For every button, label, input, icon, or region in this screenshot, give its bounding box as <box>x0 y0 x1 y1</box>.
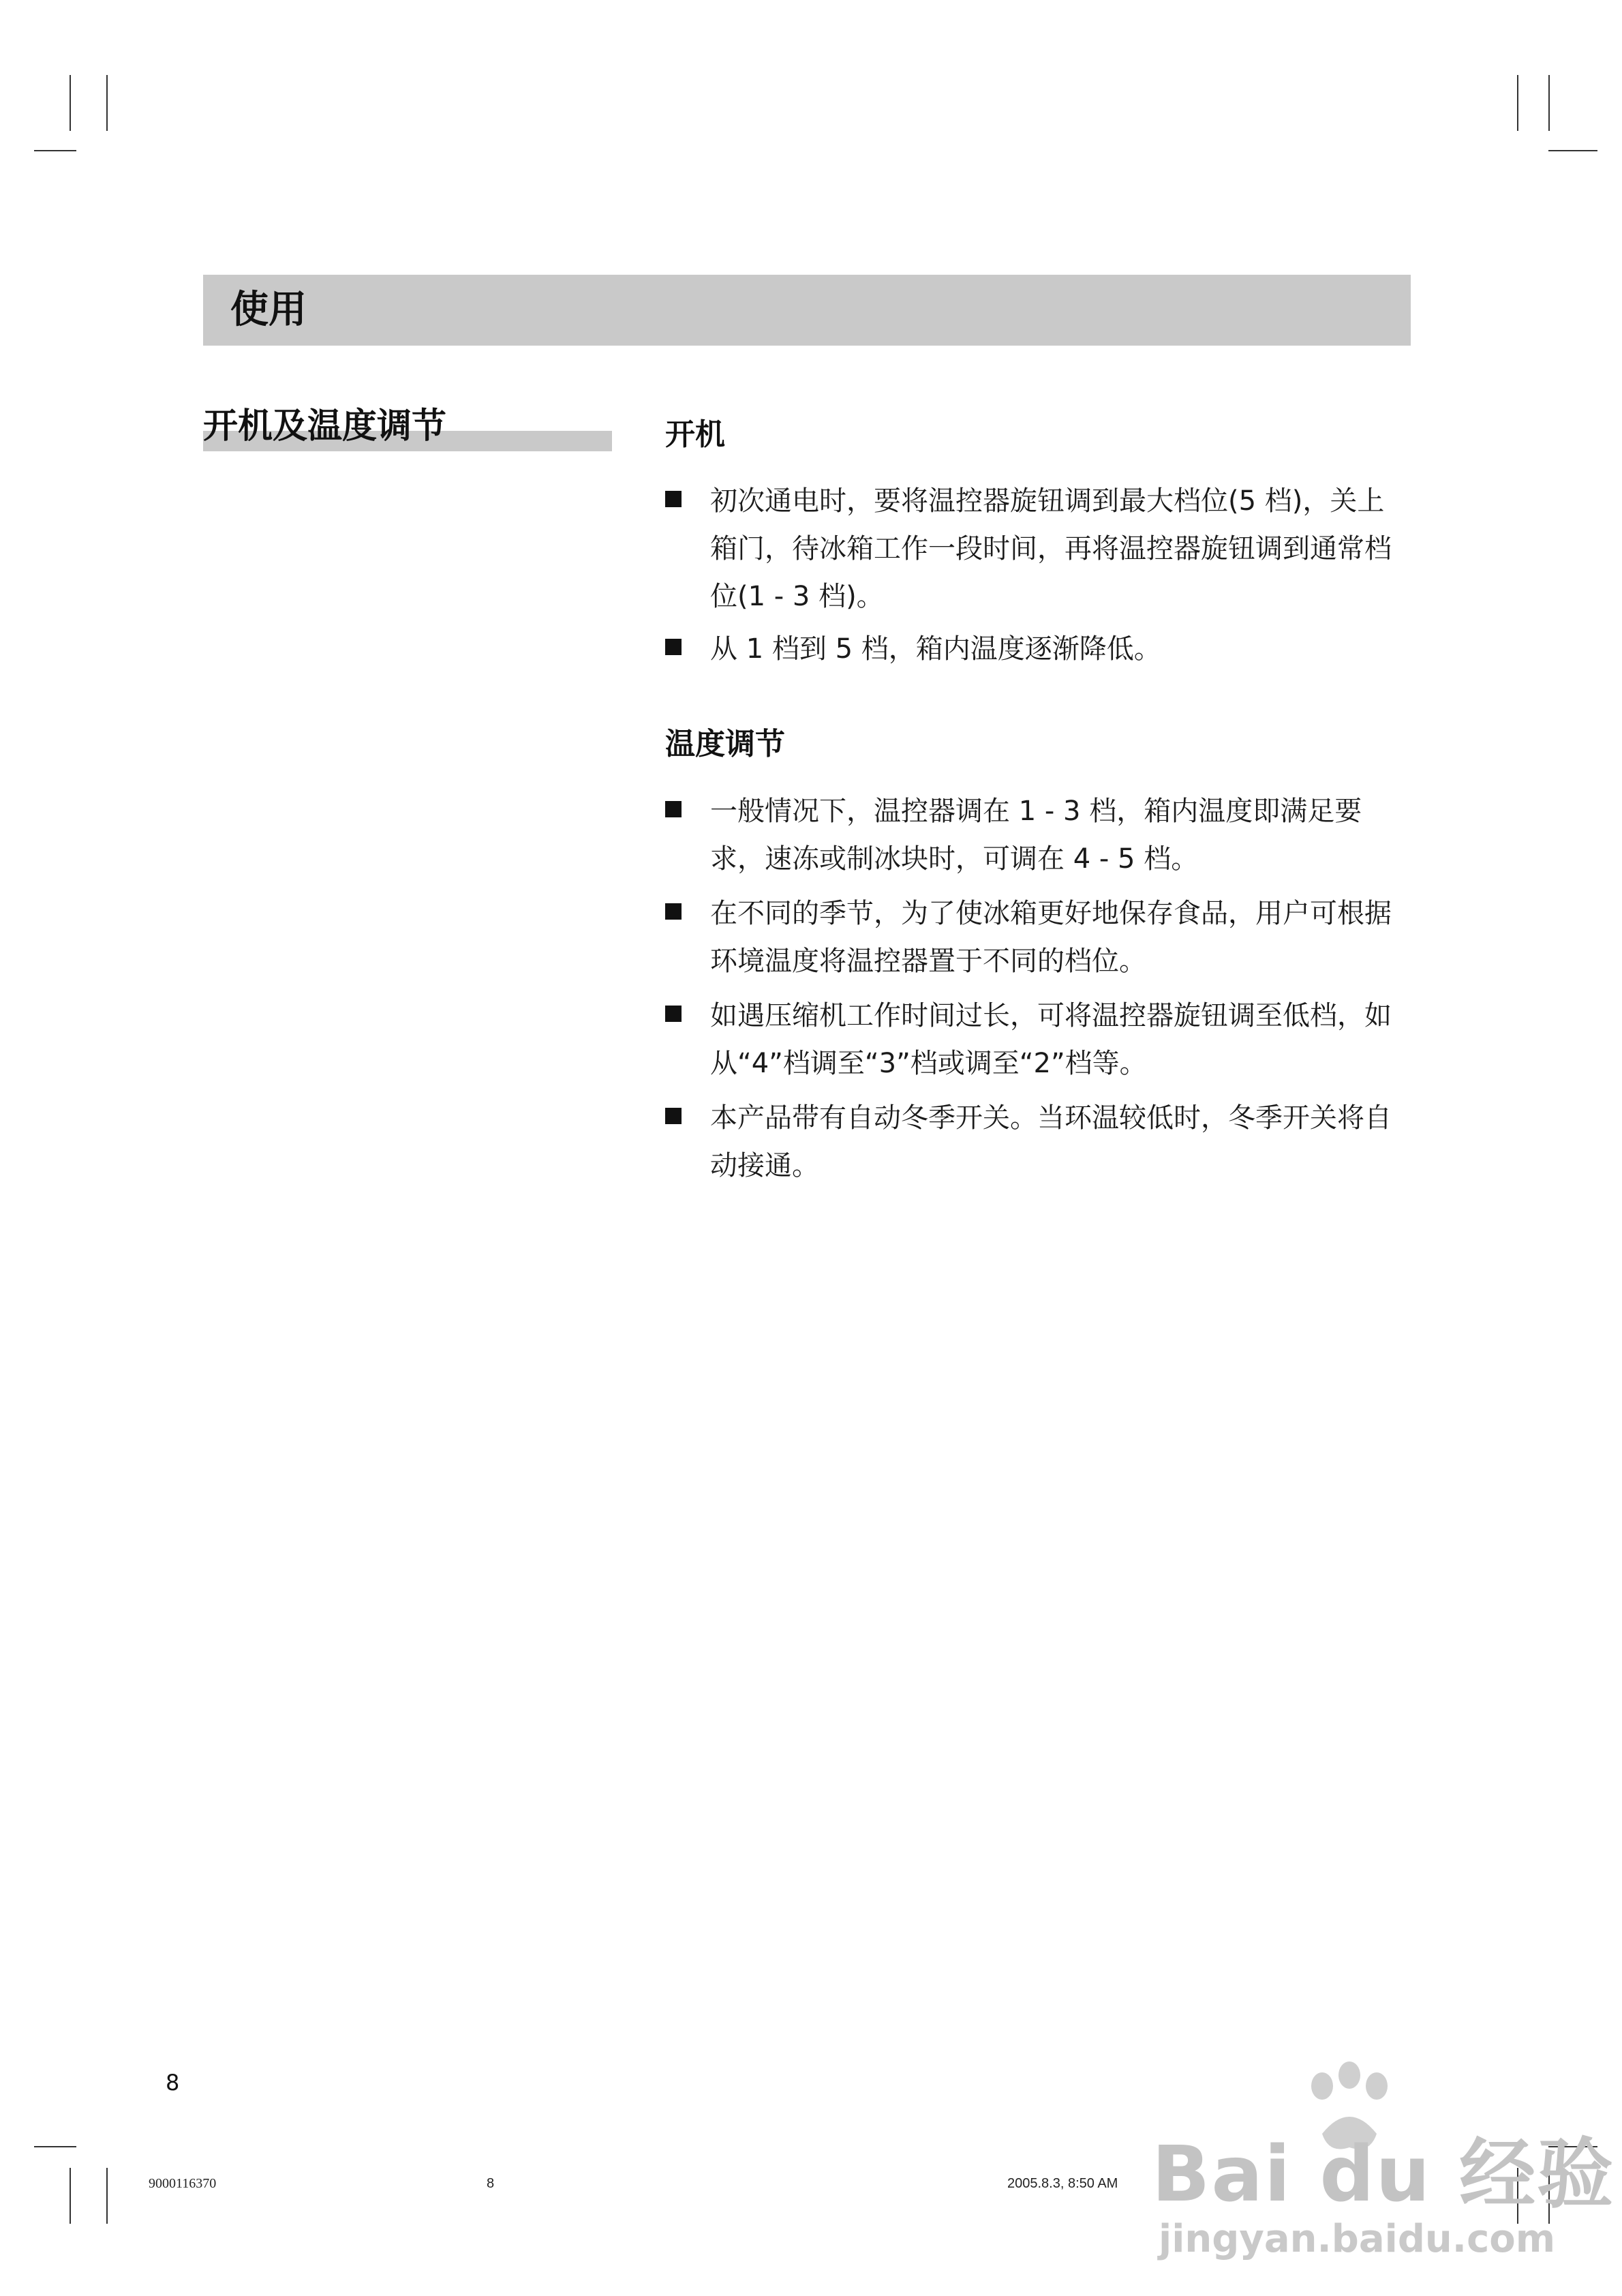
crop-mark <box>70 2168 71 2224</box>
subheading-temperature-adjustment: 温度调节 <box>665 727 785 761</box>
list-item-text: 在不同的季节，为了使冰箱更好地保存食品，用户可根据环境温度将温控器置于不同的档位。 <box>710 898 1392 977</box>
subheading-power-on: 开机 <box>665 417 725 452</box>
crop-mark <box>34 2146 76 2147</box>
list-item-text: 本产品带有自动冬季开关。当环温较低时，冬季开关将自动接通。 <box>710 1102 1392 1181</box>
footer-doc-code: 9000116370 <box>149 2176 217 2191</box>
side-heading-text: 开机及温度调节 <box>203 406 447 447</box>
crop-mark <box>1548 75 1550 131</box>
crop-mark <box>106 2168 108 2224</box>
section-title: 使用 <box>230 288 307 332</box>
crop-mark <box>106 75 108 131</box>
footer-page: 8 <box>487 2176 495 2191</box>
list-item-text: 从 1 档到 5 档，箱内温度逐渐降低。 <box>710 633 1161 665</box>
list-item-text: 初次通电时，要将温控器旋钮调到最大档位(5 档)，关上箱门，待冰箱工作一段时间，再将温控器旋钮调到通常档位(1 - 3 档)。 <box>710 485 1392 612</box>
side-heading <box>203 402 612 451</box>
watermark-brand: Bai du 经验 <box>1152 2130 1615 2219</box>
section-header-bar <box>203 275 1411 346</box>
watermark-url: jingyan.baidu.com <box>1159 2217 1556 2261</box>
page-number: 8 <box>166 2070 180 2096</box>
crop-mark <box>1548 150 1597 151</box>
crop-mark <box>70 75 71 131</box>
bullet-square-icon <box>665 639 682 655</box>
footer-datetime: 2005.8.3, 8:50 AM <box>1007 2176 1118 2191</box>
crop-mark <box>1517 75 1518 131</box>
list-item-text: 一般情况下，温控器调在 1 - 3 档，箱内温度即满足要求，速冻或制冰块时，可调在 4 - 5 档。 <box>710 796 1362 875</box>
list-item-text: 如遇压缩机工作时间过长，可将温控器旋钮调至低档，如从“4”档调至“3”档或调至“2”档等。 <box>710 1000 1392 1079</box>
bullet-square-icon <box>665 801 682 817</box>
baidu-watermark <box>1152 2059 1615 2284</box>
bullet-square-icon <box>665 1006 682 1022</box>
bullet-square-icon <box>665 1108 682 1124</box>
bullet-square-icon <box>665 903 682 920</box>
bullet-square-icon <box>665 491 682 507</box>
crop-mark <box>34 150 76 151</box>
